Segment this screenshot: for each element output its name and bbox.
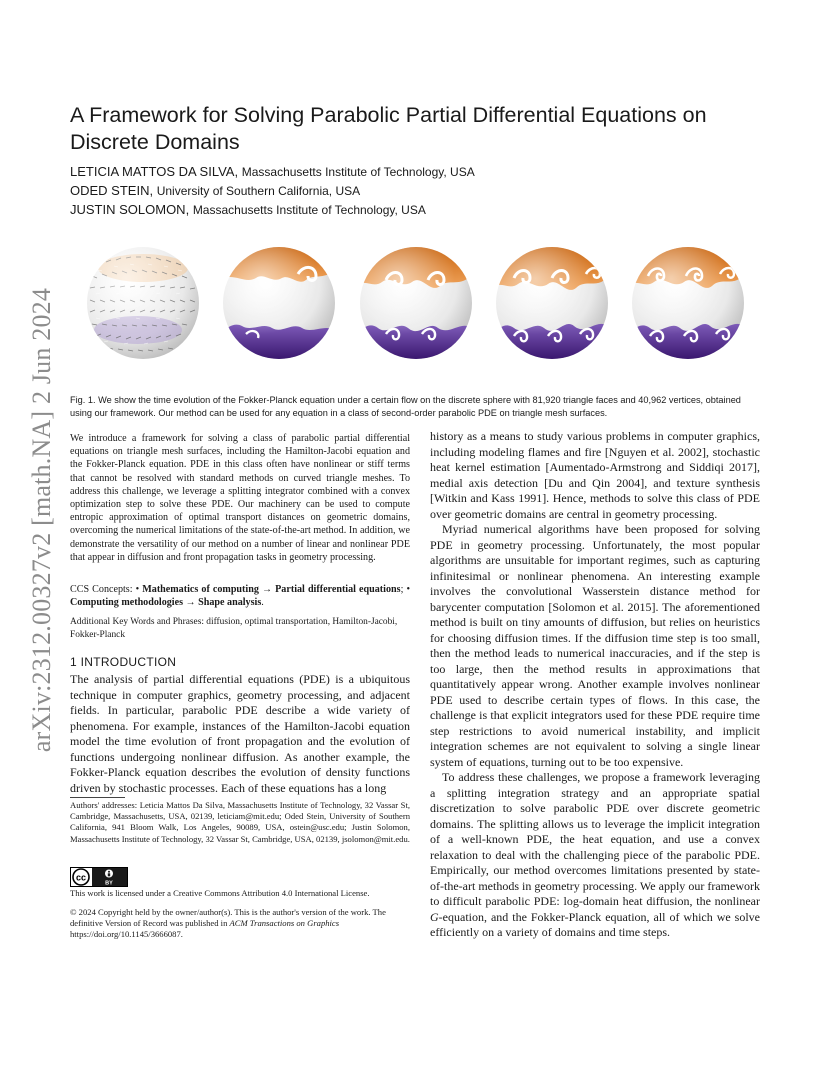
sphere-time-step-4 [496,247,608,359]
author-affiliation: Massachusetts Institute of Technology, USA [241,165,475,179]
license-text: This work is licensed under a Creative Commons Attribution 4.0 International License. [70,888,370,898]
sphere-time-step-5 [632,247,744,359]
paper-title: A Framework for Solving Parabolic Partial Differential Equations on Discrete Domains [70,103,707,154]
author-name: LETICIA MATTOS DA SILVA, [70,164,239,179]
author-3 [70,202,426,217]
doi-link[interactable]: https://doi.org/10.1145/3666087. [70,929,183,940]
intro-right-column [430,429,760,941]
intro-left-column: The analysis of partial differential equations (PDE) is a ubiquitous technique in computer graphics, geometry processing, and adjacent fields. In particular, parabolic PDE describe a wide variety of phenomena. For example, instances of the Hamilton-Jacobi equation model the time evolution of front propagation and the evolution of functions undergoing nonlinear diffusion. As another example, the Fokker-Planck equation describes the evolution of density functions driven by stochastic processes. Each of these equations has a long [70,672,410,795]
ccs-label: CCS Concepts: • [70,584,140,595]
figure-caption: Fig. 1. We show the time evolution of the Fokker-Planck equation under a certain flow on the discrete sphere with 81,920 triangle faces and 40,962 vertices, obtained using our framework. Our method can be used for any equation in a class of second-order parabolic PDE on triangle mesh surfaces. [70,395,741,418]
intro-paragraph-text: -equation, and the Fokker-Planck equation, all of which we solve efficiently on a variety of domains and time steps. [430,909,760,939]
ccs-separator: ; • [400,584,410,595]
copyright-text: © 2024 Copyright held by the owner/author(s). This is the author's version of the work. The definitive Version of Record was published in [70,907,386,929]
sphere-time-step-3 [360,247,472,359]
author-affiliation: University of Southern California, USA [156,184,361,198]
intro-paragraph [430,770,760,941]
cc-badge-cc-text: cc [75,872,87,883]
author-1 [70,164,475,179]
ccs-end: . [261,597,264,609]
author-name: ODED STEIN, [70,183,154,198]
cc-badge-by-text: BY [105,880,113,887]
ccs-item-computing: Computing methodologies → Shape analysis [70,597,262,609]
teaser-figure [86,244,746,364]
sphere-vector-field [87,247,199,359]
abstract: We introduce a framework for solving a class of parabolic partial differential equations on triangle mesh surfaces, including the Hamilton-Jacobi equation and the Fokker-Planck equation. PDE in this class often have nonlinear or stiff terms that cannot be resolved with standard methods on curved triangle meshes. To address this challenge, we leverage a splitting integrator combined with a convex optimization step to solve these PDE. Our machinery can be used to compute entropic approximation of optimal transport distances on geometric domains, overcoming the numerical limitations of the state-of-the-art method. In addition, we demonstrate the versatility of our method on a number of linear and nonlinear PDE that appear in diffusion and front propagation tasks in geometry processing. [70,433,410,563]
sphere-time-step-2 [223,247,335,359]
journal-name: ACM Transactions on Graphics [229,918,340,929]
intro-paragraph-text: To address these challenges, we propose a framework leveraging a splitting integration strategy and an appropriate spatial discretization to solve parabolic PDE over discrete geometric domains. The splitting allows us to leverage the implicit integration of a well-known PDE, the heat equation, and use a convex relaxation to deal with the challenging piece of the parabolic PDE. Empirically, our method overcomes limitations presented by state-of-the-art methods in geometry processing. We apply our framework to difficult parabolic PDE: log-domain heat diffusion, the nonlinear [430,770,760,908]
arxiv-identifier: arXiv:2312.00327v2 [math.NA] 2 Jun 2024 [27,287,56,753]
authors-addresses: Authors' addresses: Leticia Mattos Da Silva, Massachusetts Institute of Technology, 32 Vassar St, Cambridge, Massachusetts, USA, 02139, leticiam@mit.edu; Oded Stein, University of Southern California, 941 Bloom Walk, Los Angeles, 90089, USA, ostein@usc.edu; Justin Solomon, Massachusetts Institute of Technology, 32 Vassar St, Cambridge, USA, 02139, jsolomon@mit.edu. [70,800,410,844]
footnote-divider [70,797,125,798]
intro-paragraph: Myriad numerical algorithms have been proposed for solving PDE in geometry processing. Unfortunately, the most popular algorithms are unsuitable for important regimes, such as capturing infinitesimal or nonlinear phenomena. An interesting example involves the convolutional Wasserstein distance method for barycenter computation [Solomon et al. 2015]. The aforementioned method is built on tiny amounts of diffusion, but relies on heuristics for choosing diffusion times. If the diffusion time step is too small, then the method leads to numerical inaccuracies, and if the step is too large, then the method results in approximations that quantitatively appear wrong. Another example involves nonlinear PDE used to describe certain types of flows. In this case, the challenge is that explicit integrators used for these PDE require time step restrictions to avoid numerical instability, and implicit integration schemes are not equivalent to solving a single linear system of equations, turning out to be too expensive. [430,522,760,769]
author-affiliation: Massachusetts Institute of Technology, USA [192,203,426,217]
ccs-item-math: Mathematics of computing → Partial differential equations [142,584,401,595]
ccs-concepts [70,583,410,609]
cc-by-license-icon [70,867,128,887]
keywords: Additional Key Words and Phrases: diffusion, optimal transportation, Hamilton-Jacobi, Fokker-Planck [70,617,398,640]
copyright-notice [70,907,410,941]
author-2 [70,183,360,198]
author-name: JUSTIN SOLOMON, [70,202,190,217]
g-equation-symbol: G [430,909,439,924]
section-heading-introduction: 1 INTRODUCTION [70,655,177,669]
intro-paragraph: history as a means to study various problems in computer graphics, including modeling flames and fire [Nguyen et al. 2002], stochastic heat kernel estimation [Aumentado-Armstrong and Siddiqi 2017], medial axis detection [Du and Qin 2004], and texture synthesis [Witkin and Kass 1991]. Hence, methods to solve this class of PDE over geometric domains are central in geometry processing. [430,429,760,521]
